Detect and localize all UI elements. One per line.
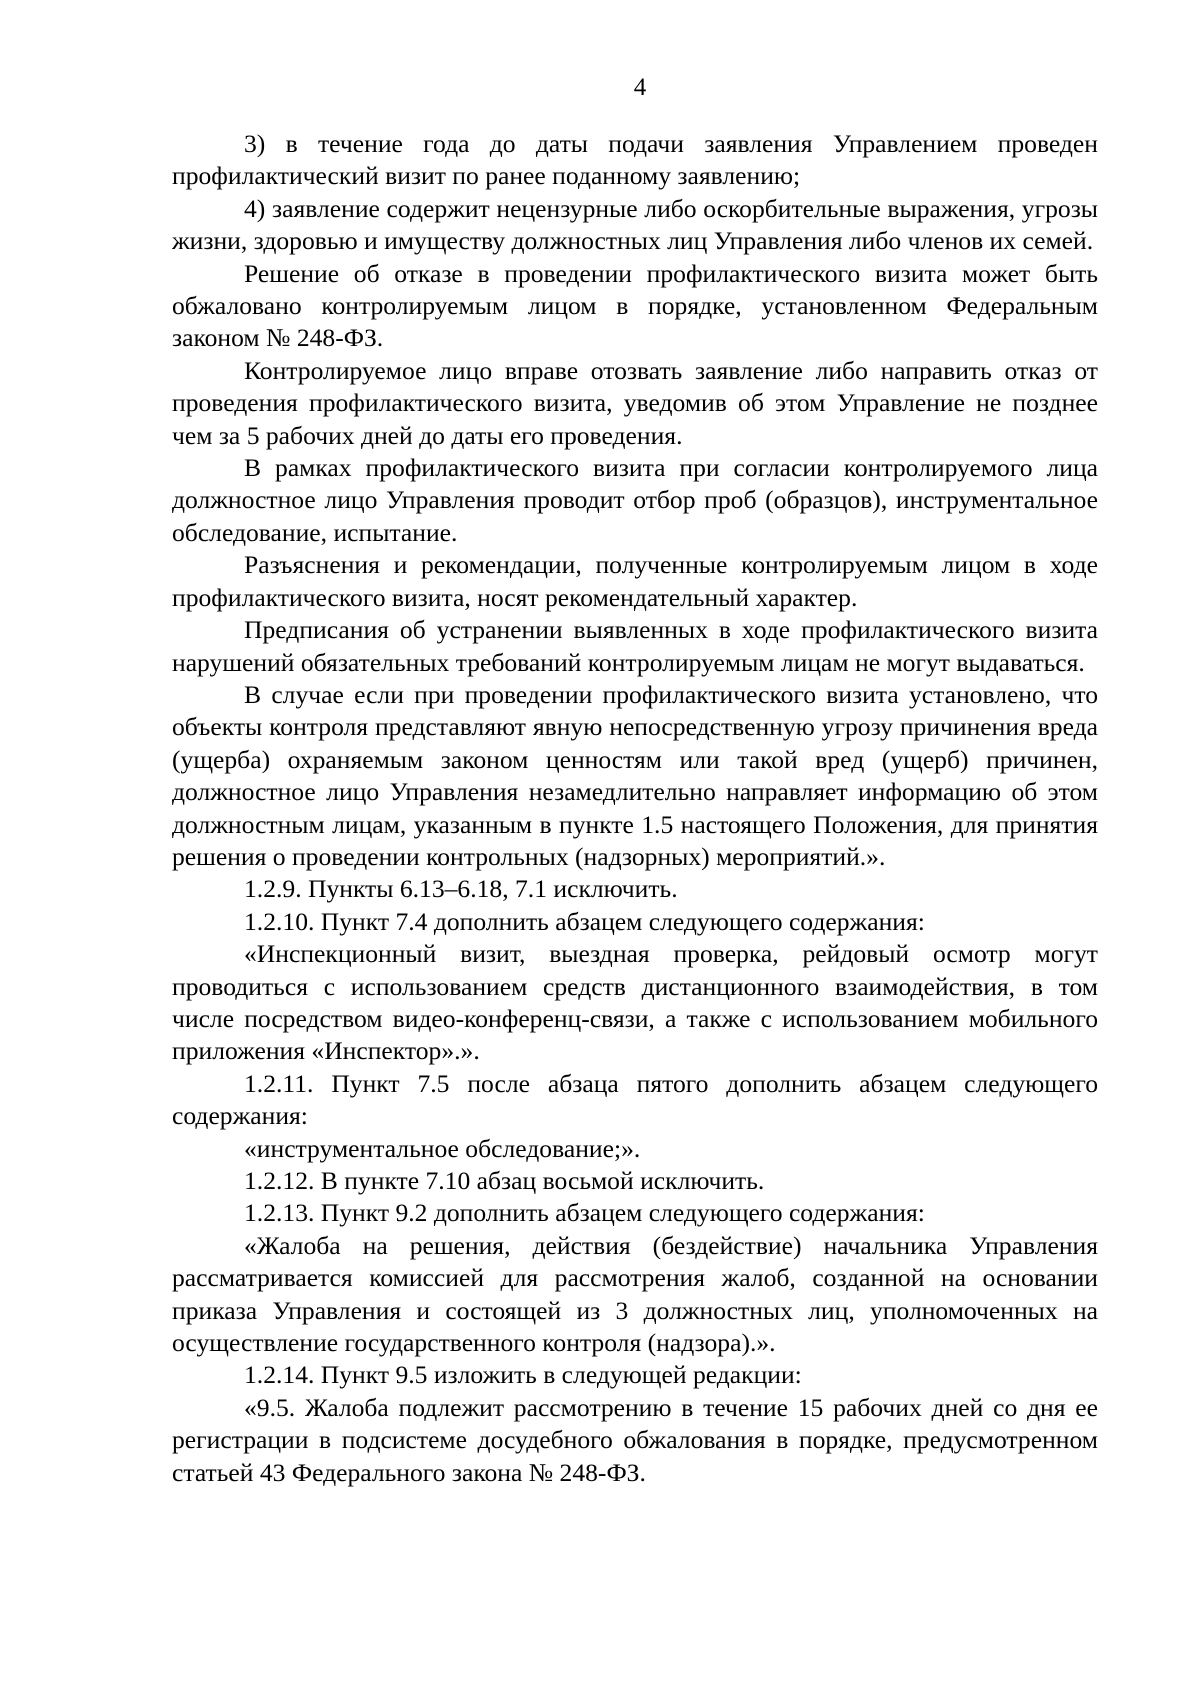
paragraph-inspection-visit-quote: «Инспекционный визит, выездная проверка, рейдовый осмотр могут проводиться с использованием средств дистанционного взаимодействия, в том числе посредством видео-конференц-связи, а также с использованием мобильного приложения «Инспектор».». xyxy=(172,939,1098,1066)
paragraph-1-2-13: 1.2.13. Пункт 9.2 дополнить абзацем следующего содержания: xyxy=(244,1198,925,1228)
paragraph-1-2-12: 1.2.12. В пункте 7.10 абзац восьмой исключить. xyxy=(244,1166,765,1195)
document-body xyxy=(172,128,1098,1489)
paragraph-item-3: 3) в течение года до даты подачи заявления Управлением проведен профилактический визит по ранее поданному заявлению; xyxy=(172,129,1098,191)
paragraph-item-4: 4) заявление содержит нецензурные либо оскорбительные выражения, угрозы жизни, здоровью и имуществу должностных лиц Управления либо членов их семей. xyxy=(172,193,1098,256)
paragraph-recommendations: Разъяснения и рекомендации, полученные контролируемым лицом в ходе профилактического визита, носят рекомендательный характер. xyxy=(172,550,1098,612)
paragraph-1-2-9: 1.2.9. Пункты 6.13–6.18, 7.1 исключить. xyxy=(244,874,678,904)
paragraph-complaint-quote: «Жалоба на решения, действия (бездействие) начальника Управления рассматривается комиссией для рассмотрения жалоб, созданной на основании приказа Управления и состоящей из 3 должностных лиц, уполномоченных на осуществление государственного контроля (надзора).». xyxy=(172,1230,1098,1358)
paragraph-refusal-appeal: Решение об отказе в проведении профилактического визита может быть обжаловано контролируемым лицом в порядке, установленном Федеральным законом № 248-ФЗ. xyxy=(172,258,1098,353)
paragraph-threat-case: В случае если при проведении профилактического визита установлено, что объекты контроля представляют явную непосредственную угрозу причинения вреда (ущерба) охраняемым законом ценностям или такой вред (ущерб) причинен, должностное лицо Управления незамедлительно направляет информацию об этом должностным лицам, указанным в пункте 1.5 настоящего Положения, для принятия решения о проведении контрольных (надзорных) мероприятий.». xyxy=(172,679,1098,871)
paragraph-1-2-11: 1.2.11. Пункт 7.5 после абзаца пятого дополнить абзацем следующего содержания: xyxy=(172,1068,1098,1131)
paragraph-1-2-10: 1.2.10. Пункт 7.4 дополнить абзацем следующего содержания: xyxy=(244,906,925,936)
page-number: 4 xyxy=(633,74,647,101)
paragraph-prescriptions: Предписания об устранении выявленных в ходе профилактического визита нарушений обязательных требований контролируемым лицам не могут выдаваться. xyxy=(172,615,1098,677)
paragraph-sampling: В рамках профилактического визита при согласии контролируемого лица должностное лицо Управления проводит отбор проб (образцов), инструментальное обследование, испытание. xyxy=(172,453,1098,547)
paragraph-withdraw-application: Контролируемое лицо вправе отозвать заявление либо направить отказ от проведения профилактического визита, уведомив об этом Управление не позднее чем за 5 рабочих дней до даты его проведения. xyxy=(172,355,1098,450)
paragraph-instrumental-quote: «инструментальное обследование;». xyxy=(244,1133,641,1163)
paragraph-9-5-quote: «9.5. Жалоба подлежит рассмотрению в течение 15 рабочих дней со дня ее регистрации в подсистеме досудебного обжалования в порядке, предусмотренном статьей 43 Федерального закона № 248-ФЗ. xyxy=(172,1392,1098,1487)
paragraph-1-2-14: 1.2.14. Пункт 9.5 изложить в следующей редакции: xyxy=(244,1360,802,1390)
